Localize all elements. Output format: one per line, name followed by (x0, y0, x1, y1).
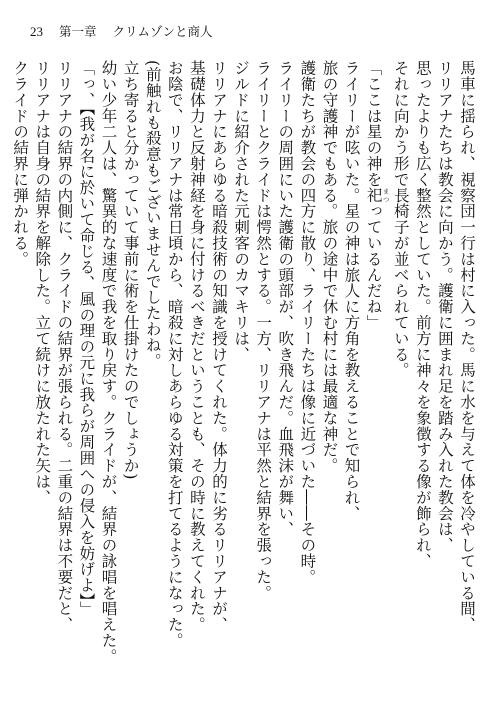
text-run: 幼い少年二人は、驚異的な速度で我を取り戻す。クライドが、結界の詠唱を唱えた。 (99, 60, 118, 665)
text-run: ライリーの周囲にいた護衛の頭部が、吹き飛んだ。血飛沫が舞い、ライリーとクライドは愕然とする。一方、リリアナは平然と結界を張った。ジルドに紹介された元刺客のカマキリは、リリアナにあらゆる暗殺技術の知識を授けてくれた。体力的に劣るリリアナが、基礎体力と反射神経を身に付けるべきだということも、その時に教えてくれた。お陰で、リリアナは常日頃から、暗殺に対しあらゆる対策を打てるようになった。 (165, 60, 295, 649)
running-header (30, 22, 213, 42)
paragraph (97, 60, 119, 670)
page-body (11, 60, 478, 670)
text-run: っているんだね」 (364, 203, 383, 331)
ruby-annotation: 祀 まつ (364, 187, 390, 204)
paragraph (390, 60, 478, 670)
paragraph (120, 60, 164, 670)
text-run: 馬車に揺られ、視察団一行は村に入った。馬に水を与えて体を冷やしている間、リリアナたちは教会に向かう。護衛に囲まれ足を踏み入れた教会は、思ったよりも広く整然としていた。前方に神々を象徴する像が飾られ、それに向かう形で長椅子が並べられている。 (391, 60, 476, 633)
text-run: (前触れも殺意もございませんでしたわね。立ち寄ると分かっていて事前に術を仕掛けたのでしょうか) (121, 60, 162, 480)
chapter-title: クリムゾンと商人 (112, 24, 213, 39)
text-run: 「っ、【我が名に於いて命じる、風の理の元に我らが周囲への侵入を妨げよ】」 (77, 60, 96, 617)
vertical-text-block (9, 60, 478, 670)
paragraph (296, 60, 362, 670)
paragraph (164, 60, 297, 670)
paragraph (9, 60, 75, 670)
paragraph (363, 60, 390, 670)
text-run: リリアナの結界の内側に、クライドの結界が張られる。二重の結界は不要だと、リリアナは自身の結界を解除した。立て続けに放たれた矢は、クライドの結界に弾かれる。 (11, 60, 74, 633)
page-number: 23 (30, 24, 43, 39)
text-run: 「ここは星の神を (364, 60, 383, 188)
text-run: ライリーが呟いた。星の神は旅人に方角を教えることで知られ、旅の守護神でもある。旅の途中で休む村には最適な神だ。護衛たちが教会の四方に散り、ライリーたちは像に近づいた――その時。 (298, 60, 361, 585)
paragraph (75, 60, 97, 670)
chapter-label: 第一章 (59, 24, 97, 39)
